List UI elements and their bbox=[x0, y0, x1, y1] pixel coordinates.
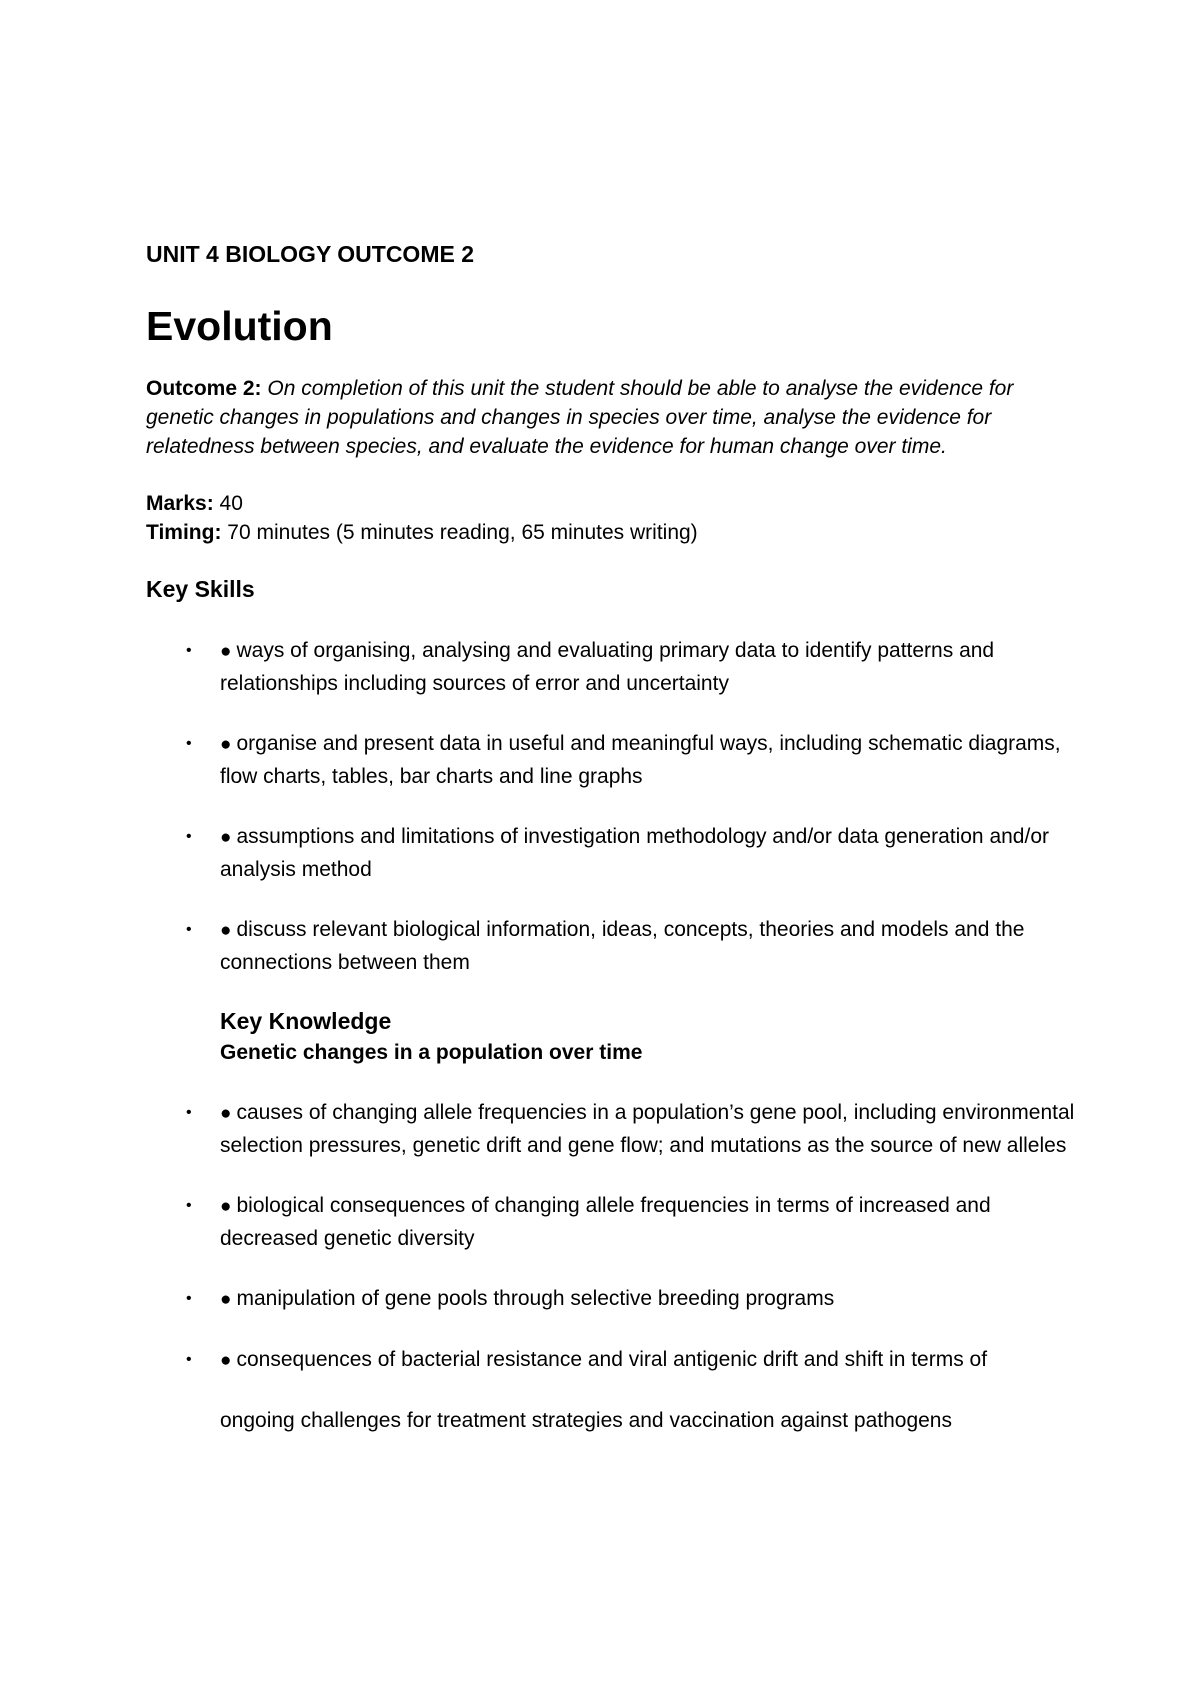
filled-circle-icon: ● bbox=[220, 827, 232, 848]
key-knowledge-header bbox=[220, 1005, 1076, 1069]
list-item bbox=[146, 1190, 1076, 1255]
bullet-icon: • bbox=[186, 1197, 192, 1214]
key-knowledge-list bbox=[146, 1097, 1076, 1377]
key-knowledge-heading: Key Knowledge bbox=[220, 1008, 392, 1034]
filled-circle-icon: ● bbox=[220, 1289, 232, 1310]
bullet-icon: • bbox=[186, 642, 192, 659]
filled-circle-icon: ● bbox=[220, 734, 232, 755]
list-item-text: organise and present data in useful and meaningful ways, including schematic diagrams, flow charts, tables, bar charts and line graphs bbox=[220, 732, 1061, 788]
list-item bbox=[146, 914, 1076, 979]
list-item bbox=[146, 635, 1076, 700]
filled-circle-icon: ● bbox=[220, 920, 232, 941]
list-item-text: manipulation of gene pools through selective breeding programs bbox=[236, 1287, 835, 1310]
document-page bbox=[146, 238, 1076, 1437]
list-item bbox=[146, 1283, 1076, 1316]
key-knowledge-subheading: Genetic changes in a population over time bbox=[220, 1041, 643, 1064]
bullet-icon: • bbox=[186, 921, 192, 938]
list-item bbox=[146, 1344, 1076, 1377]
timing-value: 70 minutes (5 minutes reading, 65 minutes writing) bbox=[221, 521, 698, 544]
bullet-icon: • bbox=[186, 1104, 192, 1121]
list-item bbox=[146, 1097, 1076, 1162]
list-item-text: assumptions and limitations of investigation methodology and/or data generation and/or analysis method bbox=[220, 825, 1049, 881]
filled-circle-icon: ● bbox=[220, 1350, 232, 1371]
bullet-icon: • bbox=[186, 1290, 192, 1307]
bullet-icon: • bbox=[186, 1351, 192, 1368]
list-item bbox=[146, 728, 1076, 793]
bullet-icon: • bbox=[186, 735, 192, 752]
filled-circle-icon: ● bbox=[220, 641, 232, 662]
list-item-text: causes of changing allele frequencies in a population’s gene pool, including environmental selection pressures, genetic drift and gene flow; and mutations as the source of new alleles bbox=[220, 1101, 1075, 1157]
assessment-meta bbox=[146, 489, 1076, 547]
list-item-text: biological consequences of changing allele frequencies in terms of increased and decreased genetic diversity bbox=[220, 1194, 991, 1250]
outcome-text: On completion of this unit the student should be able to analyse the evidence for genetic changes in populations and changes in species over time, analyse the evidence for relatedness between species, and evaluate the evidence for human change over time. bbox=[146, 377, 1014, 458]
key-skills-list bbox=[146, 635, 1076, 979]
outcome-statement bbox=[146, 374, 1076, 461]
trailing-paragraph: ongoing challenges for treatment strategies and vaccination against pathogens bbox=[220, 1409, 952, 1432]
list-item-text: ways of organising, analysing and evaluating primary data to identify patterns and relationships including sources of error and uncertainty bbox=[220, 639, 995, 695]
list-item-text: consequences of bacterial resistance and viral antigenic drift and shift in terms of bbox=[236, 1348, 988, 1371]
marks-label: Marks: bbox=[146, 492, 214, 515]
page-title: Evolution bbox=[146, 303, 333, 349]
bullet-icon: • bbox=[186, 828, 192, 845]
filled-circle-icon: ● bbox=[220, 1196, 232, 1217]
filled-circle-icon: ● bbox=[220, 1103, 232, 1124]
timing-line bbox=[146, 518, 1076, 547]
marks-line bbox=[146, 489, 1076, 518]
unit-heading: UNIT 4 BIOLOGY OUTCOME 2 bbox=[146, 241, 474, 267]
marks-value: 40 bbox=[213, 492, 243, 515]
key-skills-heading: Key Skills bbox=[146, 576, 255, 602]
list-item bbox=[146, 821, 1076, 886]
timing-label: Timing: bbox=[146, 521, 222, 544]
outcome-label: Outcome 2: bbox=[146, 377, 262, 400]
list-item-text: discuss relevant biological information, ideas, concepts, theories and models and the connections between them bbox=[220, 918, 1025, 974]
